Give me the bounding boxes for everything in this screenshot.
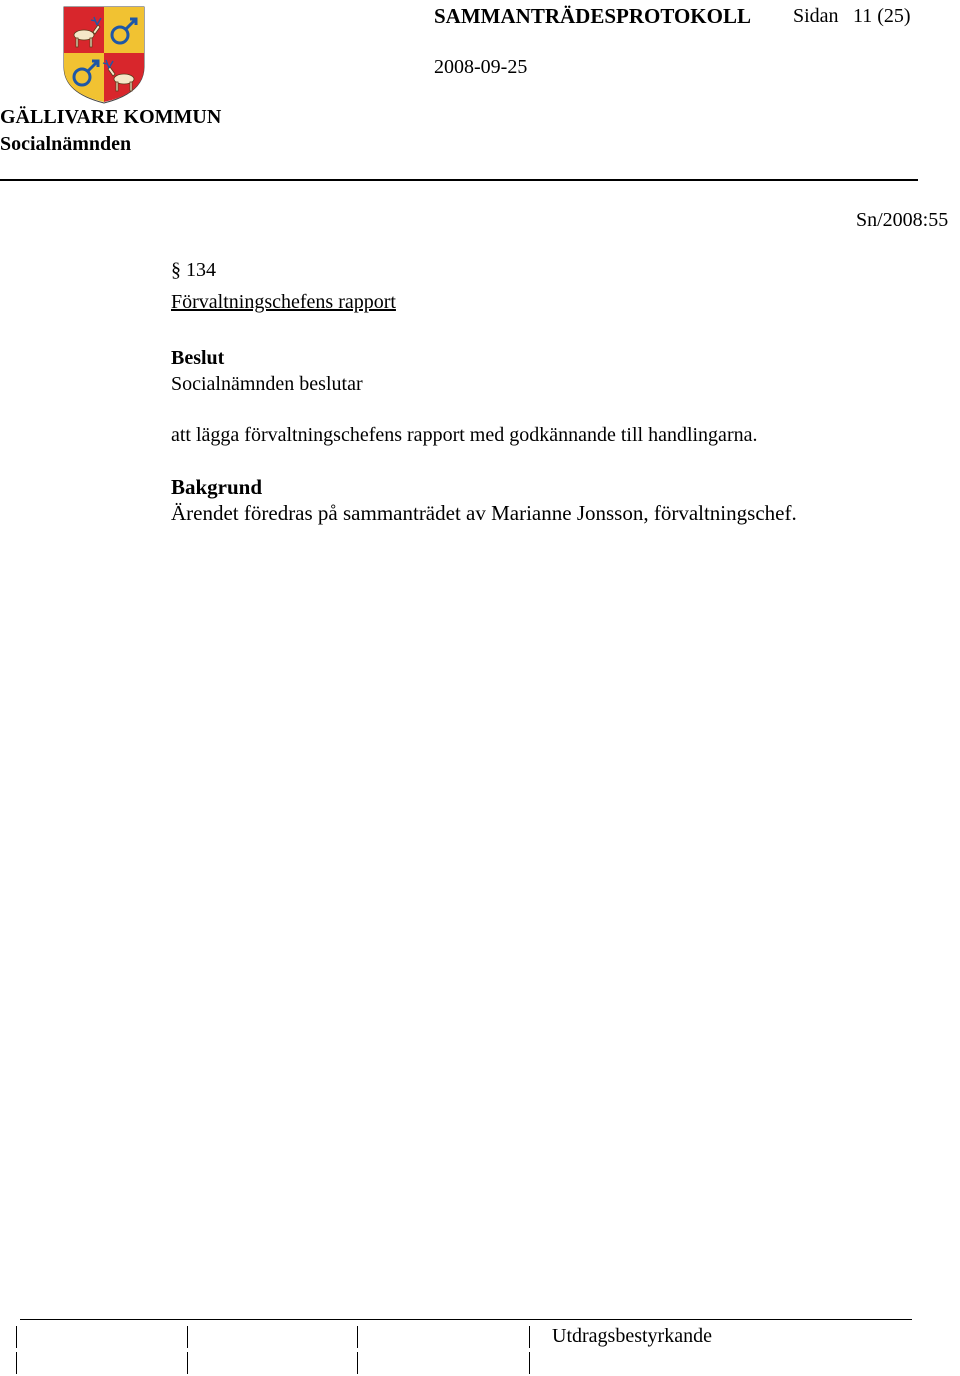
signature-box-divider	[529, 1326, 530, 1348]
org-name: GÄLLIVARE KOMMUN	[0, 106, 222, 128]
case-title: Förvaltningschefens rapport	[171, 291, 396, 313]
signature-box-divider	[357, 1326, 358, 1348]
org-unit: Socialnämnden	[0, 133, 132, 155]
paragraph-heading	[171, 259, 216, 282]
paragraph-symbol: §	[171, 259, 181, 281]
page-label: Sidan	[793, 5, 839, 27]
meeting-date: 2008-09-25	[434, 56, 528, 78]
decision-text: att lägga förvaltningschefens rapport med godkännande till handlingarna.	[171, 424, 758, 446]
case-reference: Sn/2008:55	[856, 209, 949, 231]
decision-heading: Beslut	[171, 347, 225, 369]
decision-intro: Socialnämnden beslutar	[171, 373, 363, 395]
signature-box-divider	[187, 1326, 188, 1348]
paragraph-number: 134	[186, 259, 216, 281]
signature-box-divider	[529, 1352, 530, 1374]
coat-of-arms-icon	[62, 5, 146, 105]
signature-box-divider	[187, 1352, 188, 1374]
header-divider	[0, 179, 918, 181]
signature-box-divider	[16, 1352, 17, 1374]
signature-box-divider	[16, 1326, 17, 1348]
signature-box-divider	[357, 1352, 358, 1374]
footer-certification-label: Utdragsbestyrkande	[552, 1325, 712, 1347]
background-heading: Bakgrund	[171, 475, 263, 499]
footer-divider	[20, 1319, 912, 1320]
background-text: Ärendet föredras på sammanträdet av Marianne Jonsson, förvaltningschef.	[171, 501, 797, 525]
page-number: 11 (25)	[853, 5, 911, 27]
protocol-title: SAMMANTRÄDESPROTOKOLL	[434, 4, 751, 28]
